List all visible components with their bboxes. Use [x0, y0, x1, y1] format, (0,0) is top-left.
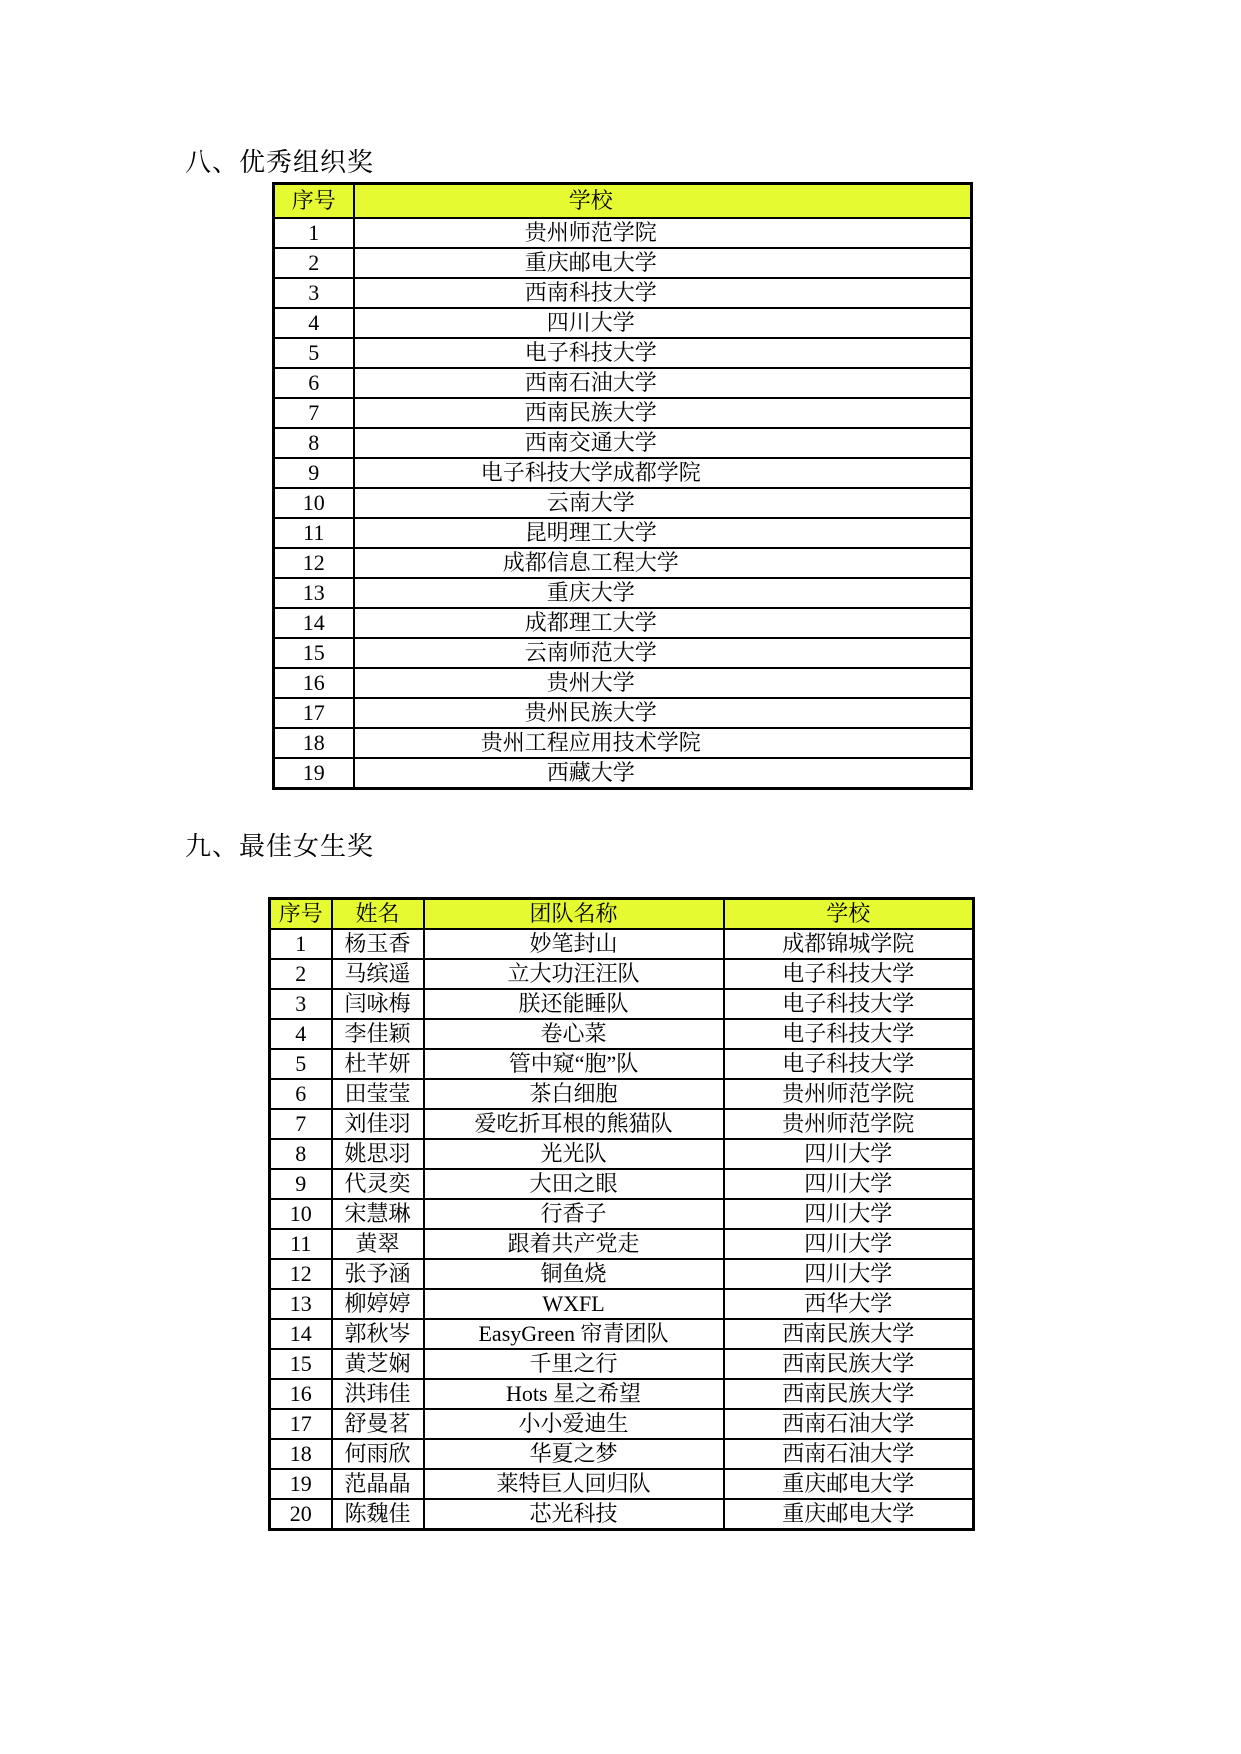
table-cell: 贵州师范学院 — [724, 1109, 974, 1139]
table-cell: 西南民族大学 — [724, 1379, 974, 1409]
table-cell: 重庆邮电大学 — [724, 1469, 974, 1499]
table-cell: 18 — [274, 728, 354, 758]
table-cell: 5 — [270, 1049, 332, 1079]
table-cell: 西藏大学 — [354, 758, 972, 789]
table-row — [274, 608, 972, 638]
table-row — [270, 1499, 974, 1530]
table-cell: 4 — [270, 1019, 332, 1049]
table-cell: 大田之眼 — [424, 1169, 724, 1199]
table-cell: 9 — [274, 458, 354, 488]
table-cell: 管中窥“胞”队 — [424, 1049, 724, 1079]
table-row — [270, 1439, 974, 1469]
table-cell: 12 — [270, 1259, 332, 1289]
table-cell: 15 — [274, 638, 354, 668]
table-cell: 跟着共产党走 — [424, 1229, 724, 1259]
table-row — [270, 1139, 974, 1169]
table-cell: 10 — [270, 1199, 332, 1229]
table-row — [274, 248, 972, 278]
table-cell: 17 — [270, 1409, 332, 1439]
table-cell: 贵州民族大学 — [354, 698, 972, 728]
table-cell: 15 — [270, 1349, 332, 1379]
table-cell: 14 — [274, 608, 354, 638]
table-cell: 光光队 — [424, 1139, 724, 1169]
table-row — [270, 959, 974, 989]
table-cell: 张予涵 — [332, 1259, 424, 1289]
table-cell: 5 — [274, 338, 354, 368]
table-cell: 重庆邮电大学 — [724, 1499, 974, 1530]
table-cell: 郭秋岑 — [332, 1319, 424, 1349]
table-cell: 贵州师范学院 — [354, 218, 972, 248]
table-row — [270, 1469, 974, 1499]
table-cell: 田莹莹 — [332, 1079, 424, 1109]
table-cell: 西南民族大学 — [724, 1349, 974, 1379]
table-row — [274, 398, 972, 428]
table-row — [274, 698, 972, 728]
column-header: 团队名称 — [424, 899, 724, 930]
section-heading-excellent-organization-award: 八、优秀组织奖 — [185, 148, 375, 177]
table-cell: 四川大学 — [724, 1169, 974, 1199]
table-cell: 云南大学 — [354, 488, 972, 518]
table-cell: 西南石油大学 — [724, 1439, 974, 1469]
table-cell: 西南石油大学 — [724, 1409, 974, 1439]
table-cell: 立大功汪汪队 — [424, 959, 724, 989]
table-row — [270, 1199, 974, 1229]
table-cell: 6 — [270, 1079, 332, 1109]
table-cell: 1 — [274, 218, 354, 248]
table-cell: 千里之行 — [424, 1349, 724, 1379]
column-header: 学校 — [354, 184, 972, 219]
table-cell: 西华大学 — [724, 1289, 974, 1319]
table-cell: WXFL — [424, 1289, 724, 1319]
table-cell: 16 — [274, 668, 354, 698]
table-cell: 电子科技大学 — [724, 1019, 974, 1049]
table-row — [270, 1259, 974, 1289]
table-cell: 四川大学 — [354, 308, 972, 338]
table-cell: 刘佳羽 — [332, 1109, 424, 1139]
table-cell: 10 — [274, 488, 354, 518]
table-cell: 19 — [270, 1469, 332, 1499]
table-cell: 妙笔封山 — [424, 929, 724, 959]
table-row — [274, 308, 972, 338]
table-cell: 黄翠 — [332, 1229, 424, 1259]
table-cell: 四川大学 — [724, 1259, 974, 1289]
table-cell: 电子科技大学 — [724, 1049, 974, 1079]
table-cell: 成都锦城学院 — [724, 929, 974, 959]
table-row — [270, 1409, 974, 1439]
table-cell: 西南民族大学 — [354, 398, 972, 428]
best-female-student-award-table — [268, 897, 975, 1531]
table-cell: 何雨欣 — [332, 1439, 424, 1469]
table-row — [274, 458, 972, 488]
table-cell: 3 — [270, 989, 332, 1019]
table-row — [274, 578, 972, 608]
table-cell: 茶白细胞 — [424, 1079, 724, 1109]
table-cell: 20 — [270, 1499, 332, 1530]
table-cell: 马缤遥 — [332, 959, 424, 989]
table-cell: 2 — [274, 248, 354, 278]
table-cell: 13 — [270, 1289, 332, 1319]
table-cell: 8 — [270, 1139, 332, 1169]
table-cell: 铜鱼烧 — [424, 1259, 724, 1289]
table-cell: 西南交通大学 — [354, 428, 972, 458]
table-row — [270, 1319, 974, 1349]
table-cell: 19 — [274, 758, 354, 789]
table-cell: 小小爱迪生 — [424, 1409, 724, 1439]
table-row — [274, 278, 972, 308]
table-row — [270, 1049, 974, 1079]
table-cell: 陈魏佳 — [332, 1499, 424, 1530]
table-cell: 西南石油大学 — [354, 368, 972, 398]
table-row — [274, 728, 972, 758]
table-cell: 重庆大学 — [354, 578, 972, 608]
table-row — [274, 548, 972, 578]
table-cell: 11 — [274, 518, 354, 548]
table-cell: 行香子 — [424, 1199, 724, 1229]
table-header-row — [274, 184, 972, 219]
table-cell: 杜芊妍 — [332, 1049, 424, 1079]
table-row — [270, 929, 974, 959]
column-header: 序号 — [274, 184, 354, 219]
table-cell: 爱吃折耳根的熊猫队 — [424, 1109, 724, 1139]
table-cell: 四川大学 — [724, 1229, 974, 1259]
table-cell: 洪玮佳 — [332, 1379, 424, 1409]
table-cell: 四川大学 — [724, 1139, 974, 1169]
table-cell: 姚思羽 — [332, 1139, 424, 1169]
table-cell: 云南师范大学 — [354, 638, 972, 668]
table-cell: 卷心菜 — [424, 1019, 724, 1049]
table-cell: 11 — [270, 1229, 332, 1259]
table-cell: 西南科技大学 — [354, 278, 972, 308]
table-cell: 12 — [274, 548, 354, 578]
table-row — [270, 1079, 974, 1109]
table-row — [270, 1379, 974, 1409]
table-cell: 四川大学 — [724, 1199, 974, 1229]
table-cell: 贵州师范学院 — [724, 1079, 974, 1109]
table-cell: 柳婷婷 — [332, 1289, 424, 1319]
excellent-organization-award-table — [272, 182, 973, 790]
table-row — [270, 1169, 974, 1199]
table-cell: 华夏之梦 — [424, 1439, 724, 1469]
table-row — [274, 638, 972, 668]
table-row — [274, 518, 972, 548]
table-row — [274, 668, 972, 698]
table-cell: 7 — [270, 1109, 332, 1139]
table-cell: 闫咏梅 — [332, 989, 424, 1019]
table-cell: 杨玉香 — [332, 929, 424, 959]
table-cell: 7 — [274, 398, 354, 428]
table-cell: 范晶晶 — [332, 1469, 424, 1499]
table-cell: 16 — [270, 1379, 332, 1409]
section-heading-best-female-student-award: 九、最佳女生奖 — [185, 832, 375, 861]
column-header: 序号 — [270, 899, 332, 930]
column-header: 姓名 — [332, 899, 424, 930]
table-row — [270, 989, 974, 1019]
table-cell: Hots 星之希望 — [424, 1379, 724, 1409]
table-row — [274, 338, 972, 368]
table-row — [274, 488, 972, 518]
table-row — [270, 1019, 974, 1049]
table-row — [274, 368, 972, 398]
table-cell: 朕还能睡队 — [424, 989, 724, 1019]
table-row — [274, 428, 972, 458]
table-row — [274, 758, 972, 789]
table-cell: 13 — [274, 578, 354, 608]
table-cell: 成都理工大学 — [354, 608, 972, 638]
table-cell: 芯光科技 — [424, 1499, 724, 1530]
column-header: 学校 — [724, 899, 974, 930]
table-cell: 电子科技大学 — [724, 989, 974, 1019]
table-cell: 莱特巨人回归队 — [424, 1469, 724, 1499]
table-cell: 成都信息工程大学 — [354, 548, 972, 578]
table-cell: 昆明理工大学 — [354, 518, 972, 548]
table-cell: 电子科技大学成都学院 — [354, 458, 972, 488]
table-cell: 1 — [270, 929, 332, 959]
table-cell: 9 — [270, 1169, 332, 1199]
table-cell: 西南民族大学 — [724, 1319, 974, 1349]
table-cell: 17 — [274, 698, 354, 728]
table-row — [274, 218, 972, 248]
table-row — [270, 1349, 974, 1379]
table-cell: 黄芝娴 — [332, 1349, 424, 1379]
table-cell: 舒曼茗 — [332, 1409, 424, 1439]
table-cell: 电子科技大学 — [724, 959, 974, 989]
table-header-row — [270, 899, 974, 930]
table-cell: 宋慧琳 — [332, 1199, 424, 1229]
table-cell: 重庆邮电大学 — [354, 248, 972, 278]
table-row — [270, 1229, 974, 1259]
table-cell: 18 — [270, 1439, 332, 1469]
table-cell: 2 — [270, 959, 332, 989]
table-row — [270, 1289, 974, 1319]
table-cell: 3 — [274, 278, 354, 308]
table-cell: 14 — [270, 1319, 332, 1349]
table-cell: 李佳颖 — [332, 1019, 424, 1049]
table-cell: 4 — [274, 308, 354, 338]
table-cell: 贵州工程应用技术学院 — [354, 728, 972, 758]
table-cell: 电子科技大学 — [354, 338, 972, 368]
table-cell: EasyGreen 帘青团队 — [424, 1319, 724, 1349]
table-cell: 6 — [274, 368, 354, 398]
table-cell: 贵州大学 — [354, 668, 972, 698]
table-cell: 代灵奕 — [332, 1169, 424, 1199]
table-cell: 8 — [274, 428, 354, 458]
table-row — [270, 1109, 974, 1139]
